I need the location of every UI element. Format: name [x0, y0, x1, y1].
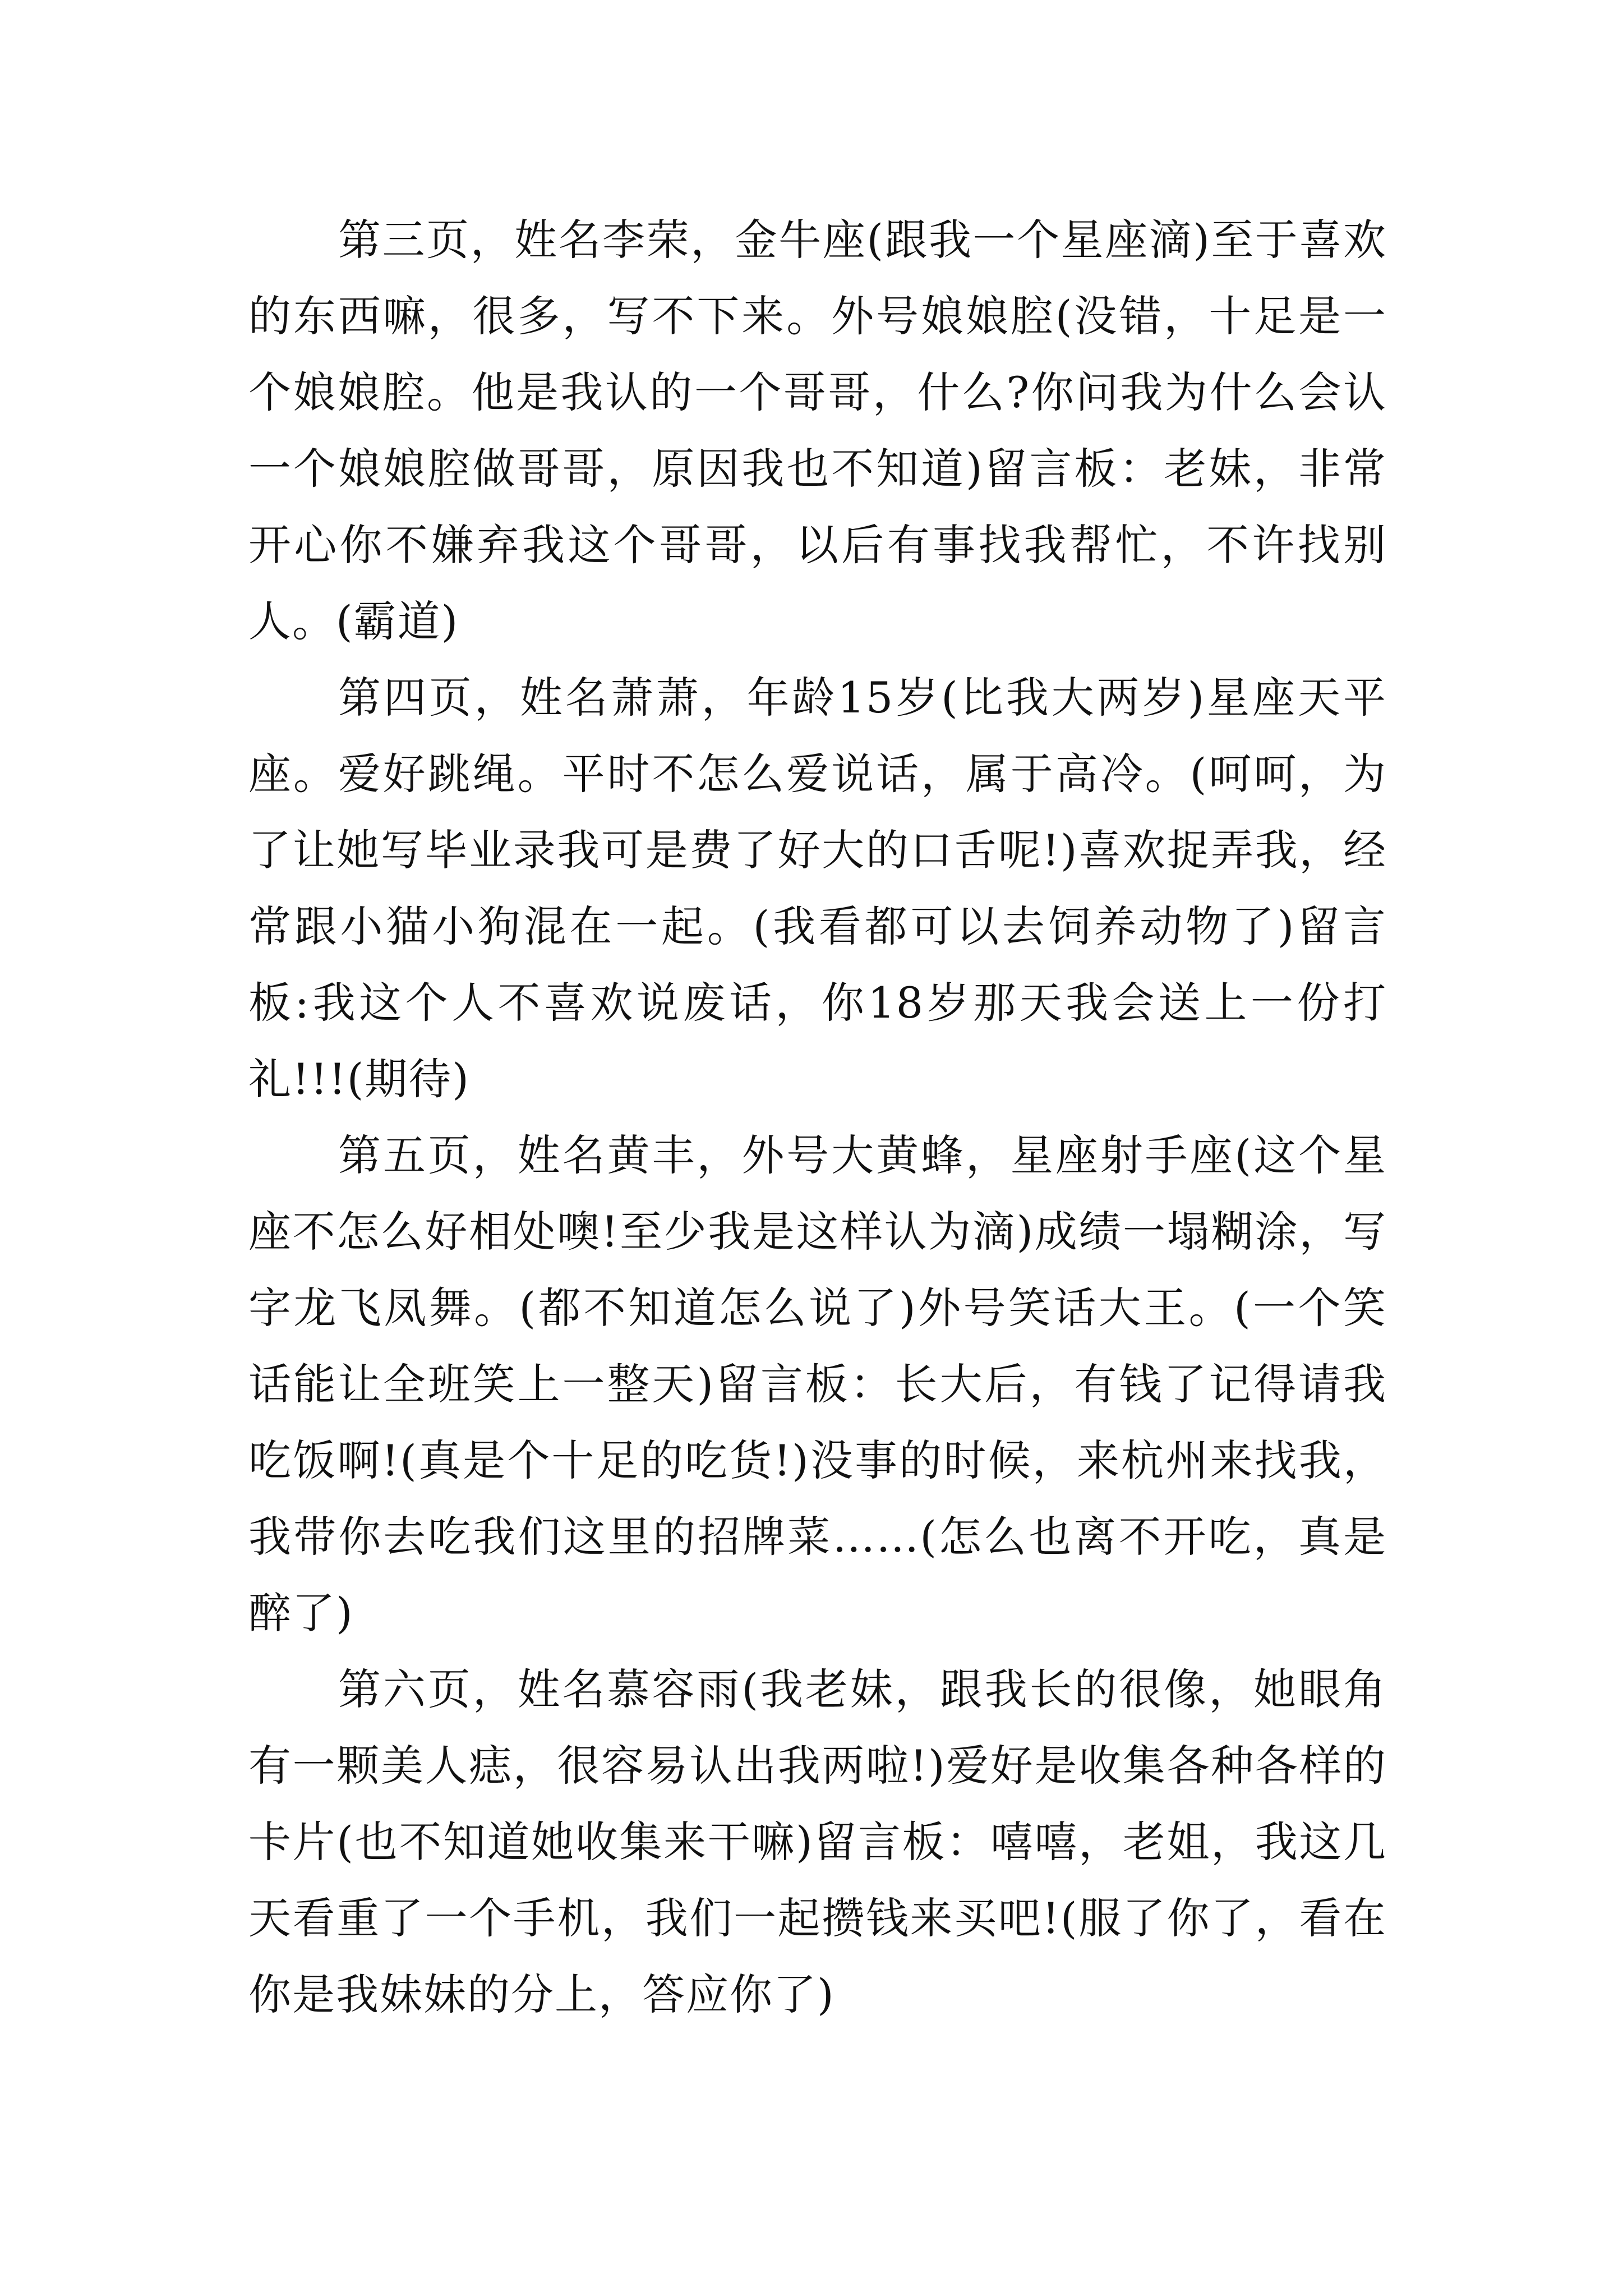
document-body [248, 202, 1387, 2033]
paragraph-page-six: 第六页，姓名慕容雨(我老妹，跟我长的很像，她眼角有一颗美人痣，很容易认出我两啦!)爱好是收集各种各样的卡片(也不知道她收集来干嘛)留言板：嘻嘻，老姐，我这几天看重了一个手机，我们一起攒钱来买吧!(服了你了，看在你是我妹妹的分上，答应你了) [248, 1664, 1387, 2019]
paragraph-page-five: 第五页，姓名黄丰，外号大黄蜂，星座射手座(这个星座不怎么好相处噢!至少我是这样认为滴)成绩一塌糊涂，写字龙飞凤舞。(都不知道怎么说了)外号笑话大王。(一个笑话能让全班笑上一整天)留言板：长大后，有钱了记得请我吃饭啊!(真是个十足的吃货!)没事的时候，来杭州来找我，我带你去吃我们这里的招牌菜……(怎么也离不开吃，真是醉了) [248, 1130, 1387, 1638]
paragraph-page-three: 第三页，姓名李荣，金牛座(跟我一个星座滴)至于喜欢的东西嘛，很多，写不下来。外号娘娘腔(没错，十足是一个娘娘腔。他是我认的一个哥哥，什么?你问我为什么会认一个娘娘腔做哥哥，原因我也不知道)留言板：老妹，非常开心你不嫌弃我这个哥哥，以后有事找我帮忙，不许找别人。(霸道) [248, 215, 1387, 646]
paragraph-page-four: 第四页，姓名萧萧，年龄15岁(比我大两岁)星座天平座。爱好跳绳。平时不怎么爱说话，属于高冷。(呵呵，为了让她写毕业录我可是费了好大的口舌呢!)喜欢捉弄我，经常跟小猫小狗混在一起。(我看都可以去饲养动物了)留言板:我这个人不喜欢说废话，你18岁那天我会送上一份打礼!!!(期待) [248, 673, 1387, 1104]
